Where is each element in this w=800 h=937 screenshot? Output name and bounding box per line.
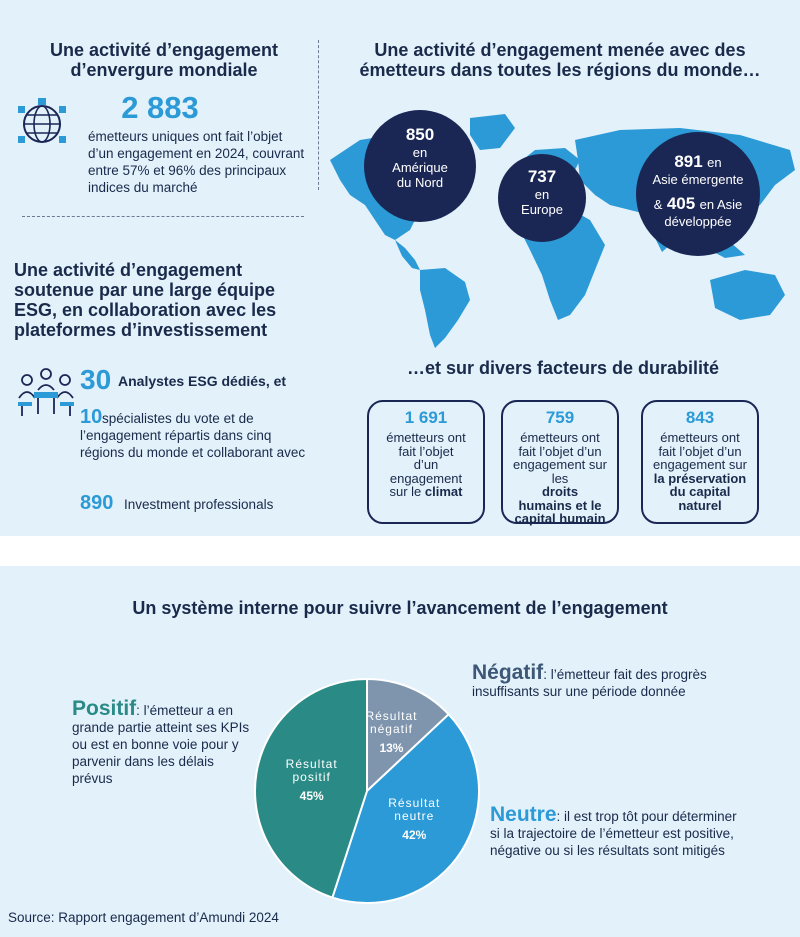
bubble-asia: 891 en Asie émergente & 405 en Asie développée	[636, 132, 760, 256]
tracking-title: Un système interne pour suivre l’avancement de l’engagement	[132, 598, 668, 618]
factor-box-natural-capital: 843 émetteurs ont fait l’objet d’un engagement sur la préservation du capital naturel	[641, 400, 759, 524]
issuers-description: émetteurs uniques ont fait l’objet d’un engagement en 2024, couvrant entre 57% et 96% des principaux indices du marché	[88, 129, 305, 195]
bubble-europe: 737 en Europe	[498, 154, 586, 242]
column-divider	[318, 40, 319, 190]
neutre-description: Neutre: il est trop tôt pour déterminer si la trajectoire de l’émetteur est positive, négative ou si les résultats sont mitigés	[490, 803, 737, 858]
map-title: Une activité d’engagement menée avec des émetteurs dans toutes les régions du monde…	[359, 40, 761, 80]
factor-box-human-rights: 759 émetteurs ont fait l’objet d’un engagement sur les droits humains et le capital humain	[501, 400, 619, 524]
team-meeting-icon	[14, 366, 78, 418]
pie-slice-neutre-label: Résultat neutre 42%	[388, 796, 441, 842]
professionals-count: 890	[80, 492, 114, 514]
source-note: Source: Rapport engagement d’Amundi 2024	[8, 910, 279, 925]
pie-slice-positif-label: Résultat positif 45%	[285, 757, 338, 804]
issuers-count: 2 883	[121, 90, 199, 125]
specialists-count: 10	[80, 406, 103, 428]
analysts-label: Analystes ESG dédiés, et	[118, 373, 287, 389]
bubble-north-america: 850 en Amérique du Nord	[364, 110, 476, 222]
factors-title: …et sur divers facteurs de durabilité	[406, 358, 720, 378]
north-america-count: 850	[405, 125, 435, 144]
pie-slice-negatif-label: Résultat négatif 13%	[365, 709, 418, 756]
europe-count: 737	[527, 167, 557, 186]
analysts-count: 30	[80, 364, 112, 395]
positif-description: Positif: l’émetteur a en grande partie atteint ses KPIs ou est en bonne voie pour y parvenir dans les délais prévus	[72, 697, 250, 786]
left-divider	[22, 216, 304, 217]
team-title: Une activité d’engagement soutenue par une large équipe ESG, en collaboration avec les plateformes d’investissement	[14, 260, 277, 340]
global-engagement-title: Une activité d’engagement d’envergure mondiale	[49, 40, 279, 80]
specialists-description: spécialistes du vote et de l’engagement répartis dans cinq régions du monde et collaborant avec	[80, 411, 306, 460]
factor-box-climate: 1 691 émetteurs ont fait l’objet d’un engagement sur le climat	[367, 400, 485, 524]
professionals-label: Investment professionals	[124, 497, 274, 512]
negatif-description: Négatif: l’émetteur fait des progrès insuffisants sur une période donnée	[472, 661, 707, 699]
globe-network-icon	[14, 96, 70, 152]
